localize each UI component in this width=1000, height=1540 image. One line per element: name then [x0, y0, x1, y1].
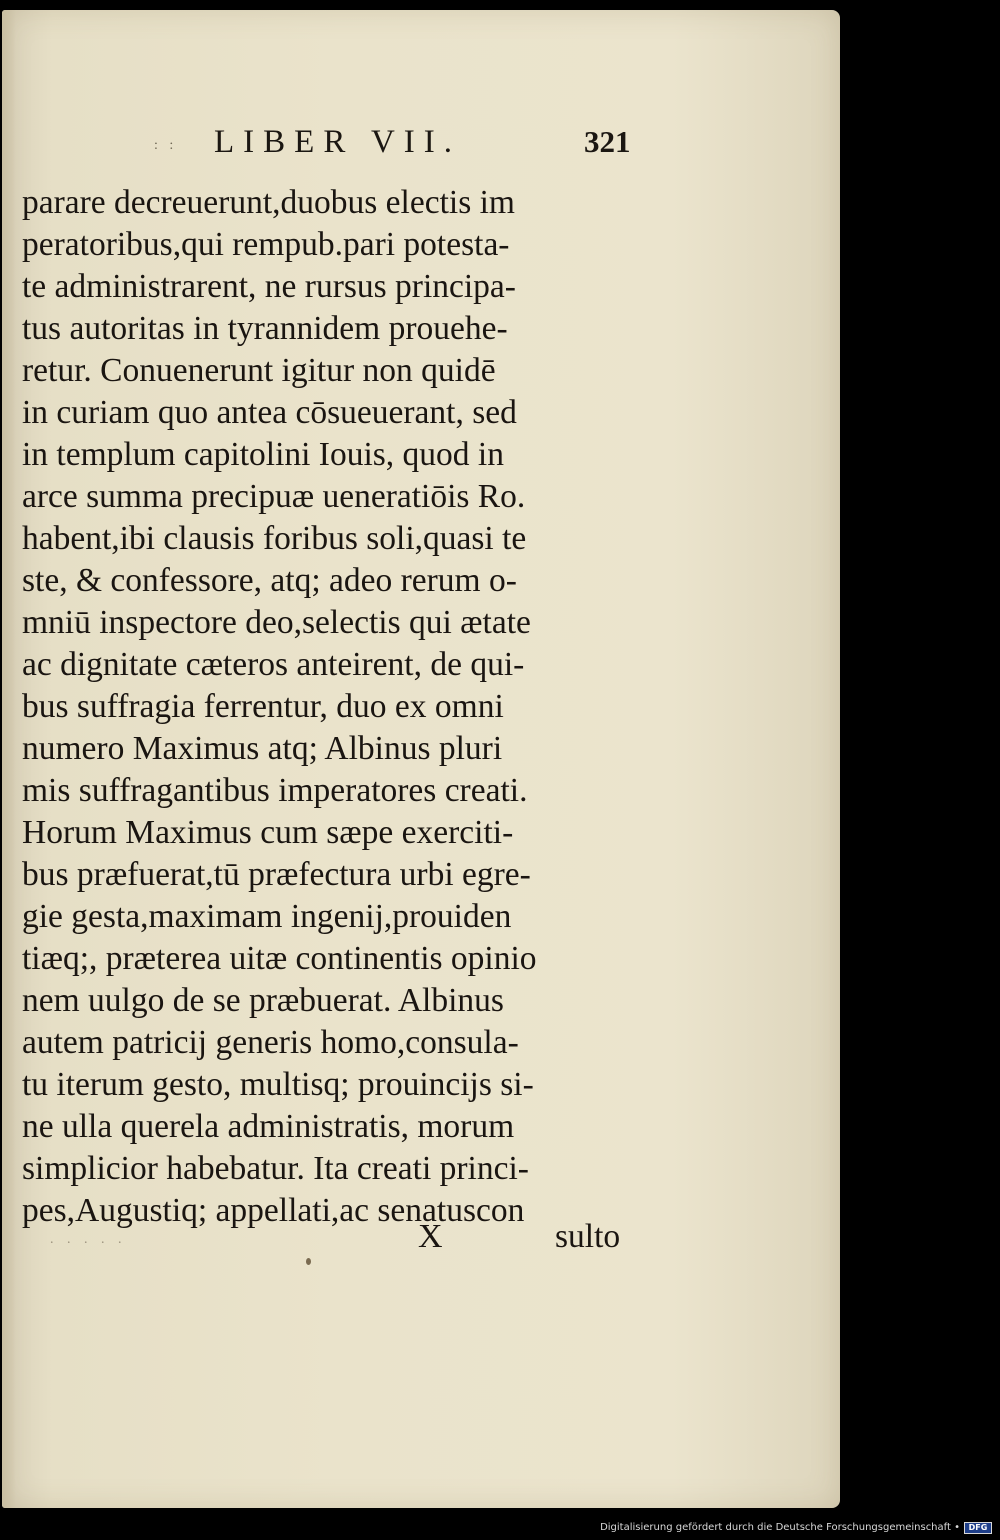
text-line: in templum capitolini Iouis, quod in [22, 436, 504, 473]
page-footer [2, 1212, 840, 1262]
text-line: Horum Maximus cum sæpe exerciti- [22, 814, 514, 851]
text-line: retur. Conuenerunt igitur non quidē [22, 352, 496, 389]
text-line: numero Maximus atq; Albinus pluri [22, 730, 503, 767]
text-line: te administrarent, ne rursus principa- [22, 268, 516, 305]
text-line: ne ulla querela administratis, morum [22, 1108, 515, 1145]
text-line: simplicior habebatur. Ita creati princi- [22, 1150, 529, 1187]
catchword: sulto [555, 1218, 621, 1255]
text-line: mniū inspectore deo,selectis qui ætate [22, 604, 531, 641]
text-line: habent,ibi clausis foribus soli,quasi te [22, 520, 527, 557]
text-line: parare decreuerunt,duobus electis im [22, 184, 515, 221]
dfg-logo-icon: DFG [964, 1522, 992, 1534]
text-line: in curiam quo antea cōsueuerant, sed [22, 394, 517, 431]
folio-number: 321 [584, 124, 631, 159]
page-header [2, 122, 840, 162]
text-line: tiæq;, præterea uitæ continentis opinio [22, 940, 537, 977]
digitization-credit: Digitalisierung gefördert durch die Deutsche Forschungsgemeinschaft • [600, 1522, 960, 1533]
text-line: arce summa precipuæ ueneratiōis Ro. [22, 478, 526, 515]
running-title: LIBER VII. [214, 124, 462, 160]
book-page [2, 10, 840, 1508]
text-line: gie gesta,maximam ingenij,prouiden [22, 898, 512, 935]
text-line: mis suffragantibus imperatores creati. [22, 772, 528, 809]
text-line: autem patricij generis homo,consula- [22, 1024, 519, 1061]
header-ornament-dots: : : [154, 138, 178, 153]
signature-mark: X [418, 1218, 443, 1255]
ink-spot [306, 1258, 311, 1265]
text-line: tu iterum gesto, multisq; prouincijs si- [22, 1066, 534, 1103]
page-gutter-shadow [2, 10, 16, 1508]
text-line: ac dignitate cæteros anteirent, de qui- [22, 646, 525, 683]
text-line: peratoribus,qui rempub.pari potesta- [22, 226, 510, 263]
text-line: nem uulgo de se præbuerat. Albinus [22, 982, 504, 1019]
footer-faint-marks: . . . . . [50, 1232, 127, 1247]
text-line: tus autoritas in tyrannidem prouehe- [22, 310, 508, 347]
text-line: ste, & confessore, atq; adeo rerum o- [22, 562, 517, 599]
body-text [22, 182, 642, 1232]
text-line: bus præfuerat,tū præfectura urbi egre- [22, 856, 531, 893]
text-line: pes,Augustiq; appellati,ac senatuscon [22, 1192, 525, 1229]
text-line: bus suffragia ferrentur, duo ex omni [22, 688, 504, 725]
